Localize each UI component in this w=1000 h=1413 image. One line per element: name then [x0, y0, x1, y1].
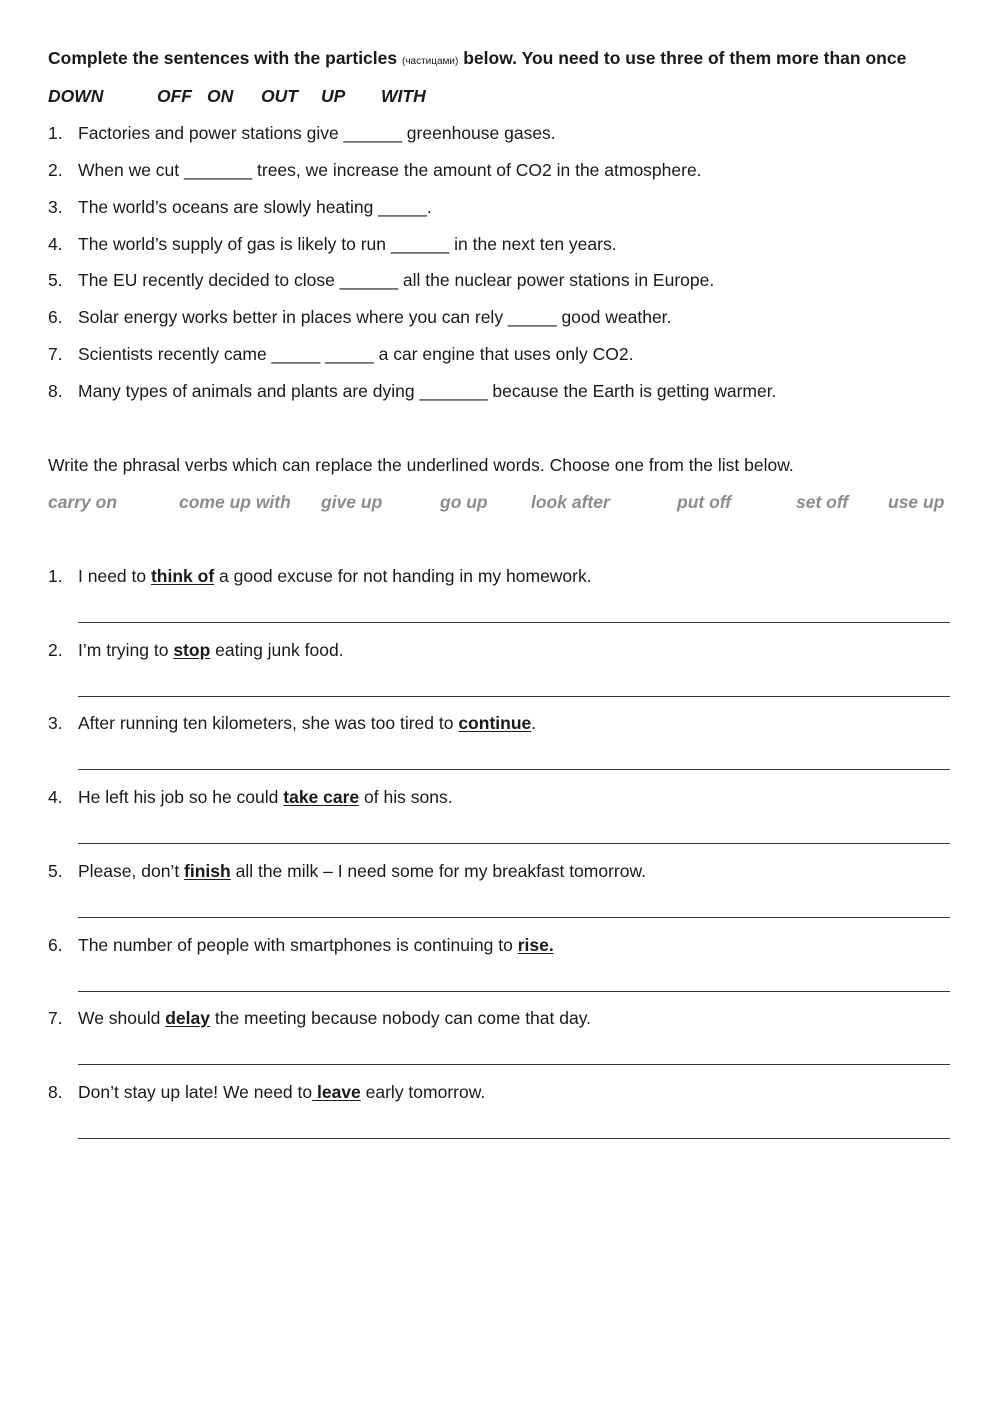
- exercise2-item-8: [48, 1082, 485, 1103]
- answer-line-3[interactable]: [78, 769, 950, 770]
- particle-out: OUT: [261, 86, 298, 106]
- item-text-before: I need to: [78, 566, 151, 586]
- answer-line-2[interactable]: [78, 696, 950, 697]
- item-number: 5.: [48, 861, 63, 881]
- item-text-after: the meeting because nobody can come that day.: [209, 1008, 592, 1028]
- exercise1-item-8: [48, 381, 776, 402]
- item-text-before: We should: [78, 1008, 166, 1028]
- exercise2-item-1: [48, 566, 592, 587]
- underlined-word: finish: [184, 861, 231, 881]
- exercise1-item-7: [48, 344, 633, 365]
- exercise2-item-6: [48, 935, 554, 956]
- exercise1-item-3: [48, 197, 432, 218]
- verb-look-after: look after: [531, 492, 610, 512]
- item-number: 7.: [48, 1008, 63, 1028]
- underlined-word: leave: [312, 1082, 361, 1102]
- exercise1-item-4: [48, 234, 617, 255]
- exercise1-item-1: [48, 123, 556, 144]
- answer-line-4[interactable]: [78, 843, 950, 844]
- item-number: 2.: [48, 160, 63, 180]
- item-number: 4.: [48, 234, 63, 254]
- verb-set-off: set off: [796, 492, 849, 512]
- item-text: Scientists recently came _____ _____ a car engine that uses only CO2.: [78, 344, 634, 364]
- underlined-word: take care: [283, 787, 360, 807]
- exercise1-item-2: [48, 160, 702, 181]
- item-text-before: I’m trying to: [78, 640, 174, 660]
- item-number: 1.: [48, 123, 63, 143]
- item-text-after: of his sons.: [359, 787, 453, 807]
- particle-with: WITH: [381, 86, 426, 106]
- section2-instruction: Write the phrasal verbs which can replace the underlined words. Choose one from the list below.: [48, 455, 794, 475]
- phrasal-verb-list: [0, 492, 1000, 516]
- section1-title-note: (частицами): [402, 56, 459, 67]
- exercise2-item-7: [48, 1008, 591, 1029]
- answer-line-7[interactable]: [78, 1064, 950, 1065]
- answer-line-8[interactable]: [78, 1138, 950, 1139]
- item-number: 2.: [48, 640, 63, 660]
- particle-down: DOWN: [48, 86, 104, 106]
- section1-title-end: below. You need to use three of them more than once: [463, 48, 907, 68]
- item-number: 8.: [48, 1082, 63, 1102]
- exercise2-item-3: [48, 713, 536, 734]
- item-number: 1.: [48, 566, 63, 586]
- item-text: Factories and power stations give ______ greenhouse gases.: [78, 123, 556, 143]
- item-number: 3.: [48, 713, 63, 733]
- item-text-before: The number of people with smartphones is continuing to: [78, 935, 518, 955]
- item-number: 8.: [48, 381, 63, 401]
- item-text-before: Don’t stay up late! We need to: [78, 1082, 313, 1102]
- exercise2-item-2: [48, 640, 344, 661]
- item-text-after: early tomorrow.: [360, 1082, 486, 1102]
- item-text-after: all the milk – I need some for my breakfast tomorrow.: [230, 861, 647, 881]
- particle-off: OFF: [157, 86, 192, 106]
- item-text-after: eating junk food.: [210, 640, 344, 660]
- verb-carry-on: carry on: [48, 492, 118, 512]
- item-text: The EU recently decided to close ______ all the nuclear power stations in Europe.: [78, 270, 715, 290]
- underlined-word: continue: [458, 713, 532, 733]
- item-text-before: Please, don’t: [78, 861, 185, 881]
- answer-line-1[interactable]: [78, 622, 950, 623]
- underlined-word: delay: [165, 1008, 210, 1028]
- item-text-before: He left his job so he could: [78, 787, 284, 807]
- particle-up: UP: [321, 86, 346, 106]
- item-text: The world’s supply of gas is likely to run ______ in the next ten years.: [78, 234, 617, 254]
- item-text: When we cut _______ trees, we increase the amount of CO2 in the atmosphere.: [78, 160, 702, 180]
- item-number: 6.: [48, 307, 63, 327]
- exercise2-item-5: [48, 861, 646, 882]
- exercise2-item-4: [48, 787, 453, 808]
- answer-line-5[interactable]: [78, 917, 950, 918]
- item-text-after: .: [531, 713, 537, 733]
- section1-title-main: Complete the sentences with the particles: [48, 48, 398, 68]
- item-text-after: a good excuse for not handing in my homework.: [214, 566, 592, 586]
- item-number: 4.: [48, 787, 63, 807]
- item-number: 3.: [48, 197, 63, 217]
- item-number: 7.: [48, 344, 63, 364]
- verb-go-up: go up: [440, 492, 488, 512]
- exercise1-item-5: [48, 270, 714, 291]
- underlined-word: rise.: [517, 935, 554, 955]
- item-text: Many types of animals and plants are dying _______ because the Earth is getting warmer.: [78, 381, 777, 401]
- section1-title: [48, 48, 906, 69]
- exercise1-item-6: [48, 307, 671, 328]
- verb-come-up-with: come up with: [179, 492, 291, 512]
- item-number: 6.: [48, 935, 63, 955]
- item-text: Solar energy works better in places where you can rely _____ good weather.: [78, 307, 672, 327]
- verb-put-off: put off: [677, 492, 732, 512]
- particle-on: ON: [207, 86, 234, 106]
- underlined-word: stop: [173, 640, 211, 660]
- item-text-before: After running ten kilometers, she was too tired to: [78, 713, 459, 733]
- answer-line-6[interactable]: [78, 991, 950, 992]
- underlined-word: think of: [150, 566, 215, 586]
- verb-use-up: use up: [888, 492, 945, 512]
- item-number: 5.: [48, 270, 63, 290]
- item-text: The world’s oceans are slowly heating _____.: [78, 197, 432, 217]
- verb-give-up: give up: [321, 492, 383, 512]
